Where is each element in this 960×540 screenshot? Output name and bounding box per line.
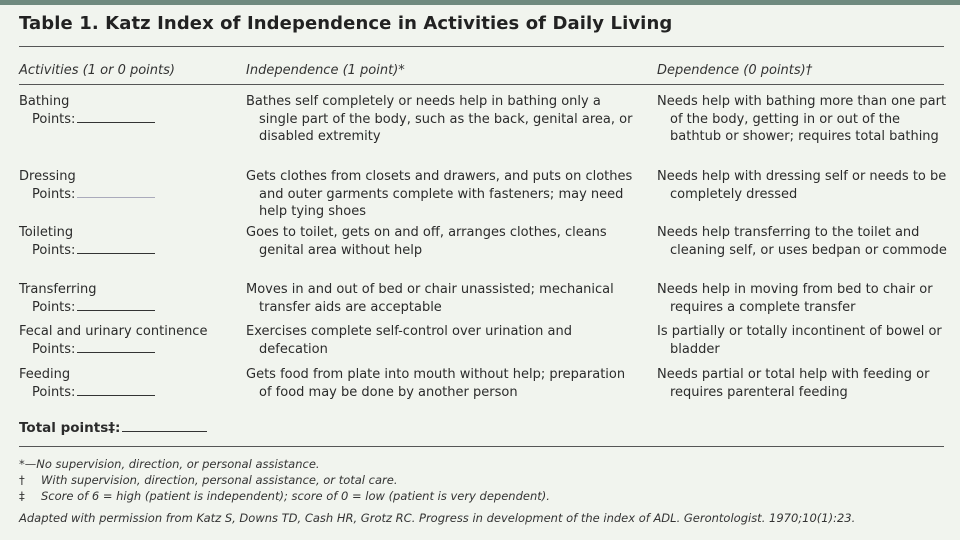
source-citation: Adapted with permission from Katz S, Downs TD, Cash HR, Grotz RC. Progress in development of the index of ADL. Gerontologist. 1970;10(1):23. (19, 511, 856, 525)
dependence-text: Needs partial or total help with feeding or requires parenteral feeding (657, 367, 930, 400)
dependence-text: Needs help with bathing more than one part of the body, getting in or out of the bathtub or shower; requires total bathing (657, 94, 947, 144)
points-blank (77, 186, 155, 198)
activity-name: Feeding (19, 367, 71, 382)
activity-name: Bathing (19, 94, 70, 109)
independence-text: Bathes self completely or needs help in bathing only a single part of the body, such as the back, genital area, or disabled extremity (246, 94, 633, 144)
activity-name: Transferring (19, 282, 97, 297)
independence-text: Goes to toilet, gets on and off, arranges clothes, cleans genital area without help (246, 225, 607, 258)
footnote-rule (19, 446, 944, 447)
points-blank (77, 111, 155, 123)
dependence-text: Needs help transferring to the toilet and cleaning self, or uses bedpan or commode (657, 225, 947, 258)
top-accent-bar (0, 0, 960, 5)
points-blank (77, 242, 155, 254)
dependence-text: Is partially or totally incontinent of bowel or bladder (657, 324, 942, 357)
dependence-text: Needs help with dressing self or needs to be completely dressed (657, 169, 947, 202)
independence-text: Moves in and out of bed or chair unassisted; mechanical transfer aids are acceptable (246, 282, 614, 315)
dependence-text: Needs help in moving from bed to chair or requires a complete transfer (657, 282, 933, 315)
points-field: Points: (19, 111, 234, 129)
points-blank (77, 299, 155, 311)
table-title: Table 1. Katz Index of Independence in Activities of Daily Living (19, 13, 673, 34)
activity-name: Dressing (19, 169, 76, 184)
activity-name: Toileting (19, 225, 74, 240)
points-field: Points: (19, 299, 234, 317)
independence-text: Exercises complete self-control over urination and defecation (246, 324, 573, 357)
header-dependence: Dependence (0 points)† (657, 63, 813, 78)
title-rule (19, 46, 944, 47)
total-points-blank (122, 420, 207, 432)
activity-name: Fecal and urinary continence (19, 324, 208, 339)
footnote-no-supervision: *—No supervision, direction, or personal assistance. (19, 457, 320, 471)
independence-text: Gets food from plate into mouth without help; preparation of food may be done by another person (246, 367, 626, 400)
points-blank (77, 341, 155, 353)
total-points: Total points‡: (19, 420, 207, 436)
points-field: Points: (19, 341, 234, 359)
header-rule (19, 84, 944, 85)
header-independence: Independence (1 point)* (246, 63, 405, 78)
independence-text: Gets clothes from closets and drawers, and puts on clothes and outer garments complete with fasteners; may need help tying shoes (246, 169, 633, 219)
header-activities: Activities (1 or 0 points) (19, 63, 175, 78)
footnote-double-dagger: ‡ Score of 6 = high (patient is independent); score of 0 = low (patient is very dependent). (19, 489, 550, 503)
points-field: Points: (19, 242, 234, 260)
points-field: Points: (19, 384, 234, 402)
points-field: Points: (19, 186, 234, 204)
points-blank (77, 384, 155, 396)
footnote-dagger: † With supervision, direction, personal assistance, or total care. (19, 473, 398, 487)
